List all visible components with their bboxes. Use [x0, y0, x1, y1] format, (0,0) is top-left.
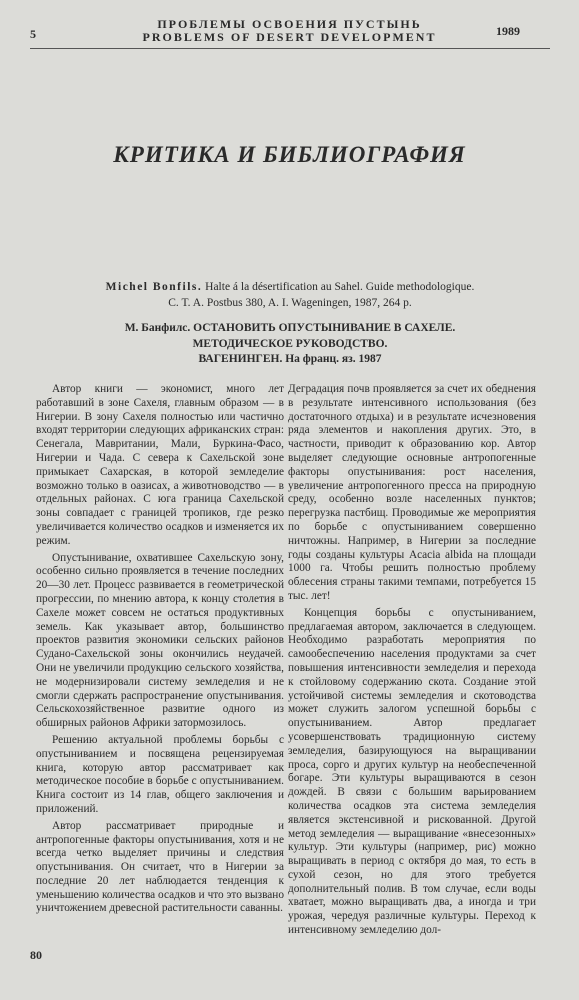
reference-line-fr — [40, 280, 540, 296]
reference-author-fr: Michel Bonfils. — [105, 281, 203, 293]
paragraph: Автор книги — экономист, много лет работавший в зоне Сахеля, главным образом — в Нигерии. В зону Сахеля полностью или частично входят территории следующих африканских стран: Сенегала, Мавритании, Мали, Буркина-Фасо, Нигерии и Чада. С севера к Сахельской зоне примыкает Сахарская, в которой земледелие возможно только в оазисах, а животноводство — в отдельных районах. С юга граница Сахельской зоны совпадает с границей тропиков, где резко увеличивается количество осадков и изменяется их режим. — [36, 383, 284, 547]
header-issue-number: 5 — [30, 27, 36, 41]
reference-spacer — [40, 311, 540, 321]
paragraph: Решению актуальной проблемы борьбы с опустыниванием и посвящена рецензируемая книга, которую автор рассматривает как методическое пособие в борьбе с опустыниванием. Книга состоит из 14 глав, общего заключения и приложений. — [36, 733, 284, 815]
paragraph: Автор рассматривает природные и антропогенные факторы опустынивания, хотя и не всегда четко выделяет причины и следствия опустынивания. Он считает, что в Нигерии за последние 20 лет наблюдается тенденция к уменьшению количества осадков и что это вызвано уничтожением древесной растительности саванны. — [36, 819, 284, 915]
paragraph: Деградация почв проявляется за счет их обеднения в результате интенсивного использования (без достаточного отдыха) и в результате исчезновения ряда элементов и накопления других. Это, в частности, приводит к образованию кор. Автор выделяет следующие основные антропогенные факторы опустынивания: рост населения, увеличение антропогенного пресса на природную среду, особенно возле населенных пунктов; перегрузка пастбищ. Проводимые же мероприятия по борьбе с опустыниванием совершенно ничтожны. Например, в Нигерии за последние годы созданы культуры Acacia albida на площади 1000 га. Чтобы решить полностью проблему облесения страны такими темпами, потребуется 15 тыс. лет! — [288, 383, 536, 602]
reference-line-ru-3: ВАГЕНИНГЕН. На франц. яз. 1987 — [198, 353, 382, 365]
bibliographic-reference — [40, 280, 540, 368]
reference-publisher-fr: C. T. A. Postbus 380, A. I. Wageningen, 1987, 264 p. — [168, 296, 412, 309]
reference-line-ru-2: МЕТОДИЧЕСКОЕ РУКОВОДСТВО. — [192, 337, 388, 350]
header-year: 1989 — [496, 24, 520, 38]
reference-line-ru-1: М. Банфилс. ОСТАНОВИТЬ ОПУСТЫНИВАНИЕ В САХЕЛЕ. — [124, 322, 456, 334]
header-title-en: PROBLEMS OF DESERT DEVELOPMENT — [142, 30, 437, 44]
page-number: 80 — [30, 948, 42, 962]
paragraph: Концепция борьбы с опустыниванием, предлагаемая автором, заключается в следующем. Необходимо разработать мероприятия по самообеспечению населения продуктами за счет повышения интенсивности земледелия и перехода к стойловому содержанию скота. Создание этой устойчивой системы земледелия и скотоводства может служить залогом успешной борьбы с опустыниванием. Автор предлагает усовершенствовать традиционную систему земледелия, базирующуюся на выращивании проса, сорго и других культур на необеспеченной богаре. Эти культуры выращиваются в сезон дождей. В связи с большим варьированием количества осадков эта система земледелия является экстенсивной и рискованной. Другой метод земледелия — выращивание «внесезонных» культур. Эти культуры (например, рис) можно выращивать в период с октября до мая, то есть в сухой сезон, но для этого требуется дополнительный полив. В том случае, если воды хватает, можно выращивать два, а иногда и три урожая, чередуя различные культуры. Переход к интенсивному земледелию дол- — [288, 606, 536, 937]
header-divider — [30, 48, 550, 49]
header-title-ru: ПРОБЛЕМЫ ОСВОЕНИЯ ПУСТЫНЬ — [157, 17, 422, 31]
running-header — [0, 18, 579, 44]
paragraph: Опустынивание, охватившее Сахельскую зону, особенно сильно проявляется в течение последних 20—30 лет. Процесс развивается в геометрической прогрессии, по мнению автора, к концу столетия в Сахеле может совсем не остаться продуктивных земель. Как указывает автор, большинство проектов развития экономики сельских районов Судано-Сахельской зоны окончились неудачей. Они не увеличили продукцию сельского хозяйства, не модернизировали систему земледелия и не смогли сдержать распространение опустынивания. Сельскохозяйственное развитие одного из обширных районов Африки затормозилось. — [36, 551, 284, 730]
left-column — [36, 383, 284, 919]
right-column — [288, 383, 536, 941]
reference-work-fr: Halte á la désertification au Sahel. Guide methodologique. — [205, 281, 475, 293]
section-title: КРИТИКА И БИБЛИОГРАФИЯ — [113, 142, 466, 167]
